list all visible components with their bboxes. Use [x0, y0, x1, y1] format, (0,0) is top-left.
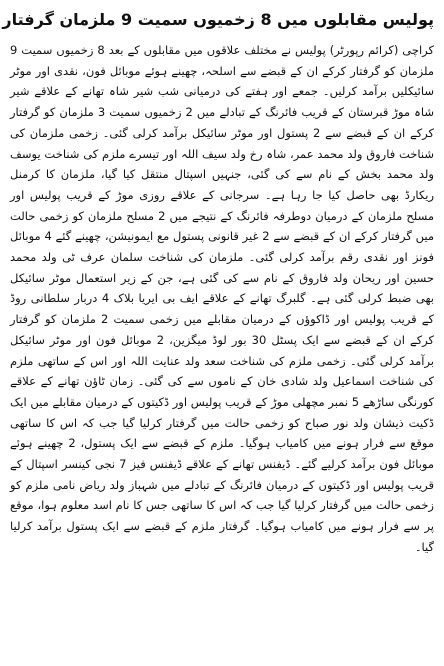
- article-headline: پولیس مقابلوں میں 8 زخمیوں سمیت 9 ملزمان گرفتار: [2, 10, 434, 29]
- article-body: کراچی (کرائم رپورٹر) پولیس نے مختلف علاقوں میں مقابلوں کے بعد 8 زخمیوں سمیت 9 ملزمان کو گرفتار کرکے ان کے قبضے سے اسلحہ، چھینے ہوئے موبائل فون، نقدی اور موٹر سائیکلیں برآمد کرلیں۔ جمعے اور ہفتے کی درمیانی شب شیر شاہ تھانے کے علاقے شیر شاہ موڑ قبرستان کے قریب فائرنگ کے تبادلے میں 2 زخمیوں سمیت 3 ملزمان کو گرفتار کرکے ان کے قبضے سے 2 پستول اور موٹر سائیکل برآمد کرلی گئی۔ زخمی ملزمان کی شناخت فاروق ولد محمد عمر، شاہ رخ ولد سیف اللہ اور تیسرے ملزم کی شناخت یوسف ولد محمد بخش کے نام سے کی گئی، جنہیں اسپتال منتقل کیا گیا، ملزمان کا کرمنل ریکارڈ بھی حاصل کیا جا رہا ہے۔ سرجانی کے علاقے روزی موڑ کے قریب پولیس اور مسلح ملزمان کے درمیان دوطرفہ فائرنگ کے نتیجے میں 2 مسلح ملزمان کو زخمی حالت میں گرفتار کرکے ان کے قبضے سے 2 غیر قانونی پستول مع ایمونیشن، چھینے گئے 4 موبائل فونز اور نقدی رقم برآمد کرلی گئی۔ ملزمان کی شناخت سلمان عرف ٹی ولد محمد حسین اور ریحان ولد فاروق کے نام سے کی گئی ہے، جن کے زیر استعمال موٹر سائیکل بھی ضبط کرلی گئی ہے۔ گلبرگ تھانے کے علاقے ایف بی ایریا بلاک 4 دربار سلطانی روڈ کے قریب پولیس اور ڈاکوؤں کے درمیان مقابلے میں زخمی سمیت 2 ملزمان کو گرفتار کرکے ان کے قبضے سے ایک پسٹل 30 بور لوڈ میگزین، 2 موبائل فون اور موٹر سائیکل برآمد کرلی گئی۔ زخمی ملزم کی شناخت سعد ولد عنایت اللہ اور اس کے ساتھی ملزم کی شناخت اسماعیل ولد شادی خان کے ناموں سے کی گئی۔ زمان ٹاؤن تھانے کے علاقے کورنگی ساڑھے 5 نمبر مچھلی موڑ کے قریب پولیس اور ڈکیتوں کے درمیان مقابلے میں ایک ڈکیت ذیشان ولد نور صباح کو زخمی حالت میں گرفتار کرلیا گیا جب کہ اس کا ساتھی موقع سے فرار ہونے میں کامیاب ہوگیا۔ ملزم کے قبضے سے ایک پستول، 2 چھینے ہوئے موبائل فون برآمد کرلیے گئے۔ ڈیفنس تھانے کے علاقے ڈیفنس فیز 7 نجی کینسر اسپتال کے قریب پولیس اور ڈکیتوں کے درمیان فائرنگ کے تبادلے میں شہباز ولد ریاض نامی ملزم کو زخمی حالت میں گرفتار کرلیا گیا جب کہ اس کا ساتھی جس کا نام اسد معلوم ہوا، موقع پر سے فرار ہونے میں کامیاب ہوگیا۔ گرفتار ملزم کے قبضے سے ایک پستول برآمد کرلیا گیا۔: [10, 43, 435, 554]
